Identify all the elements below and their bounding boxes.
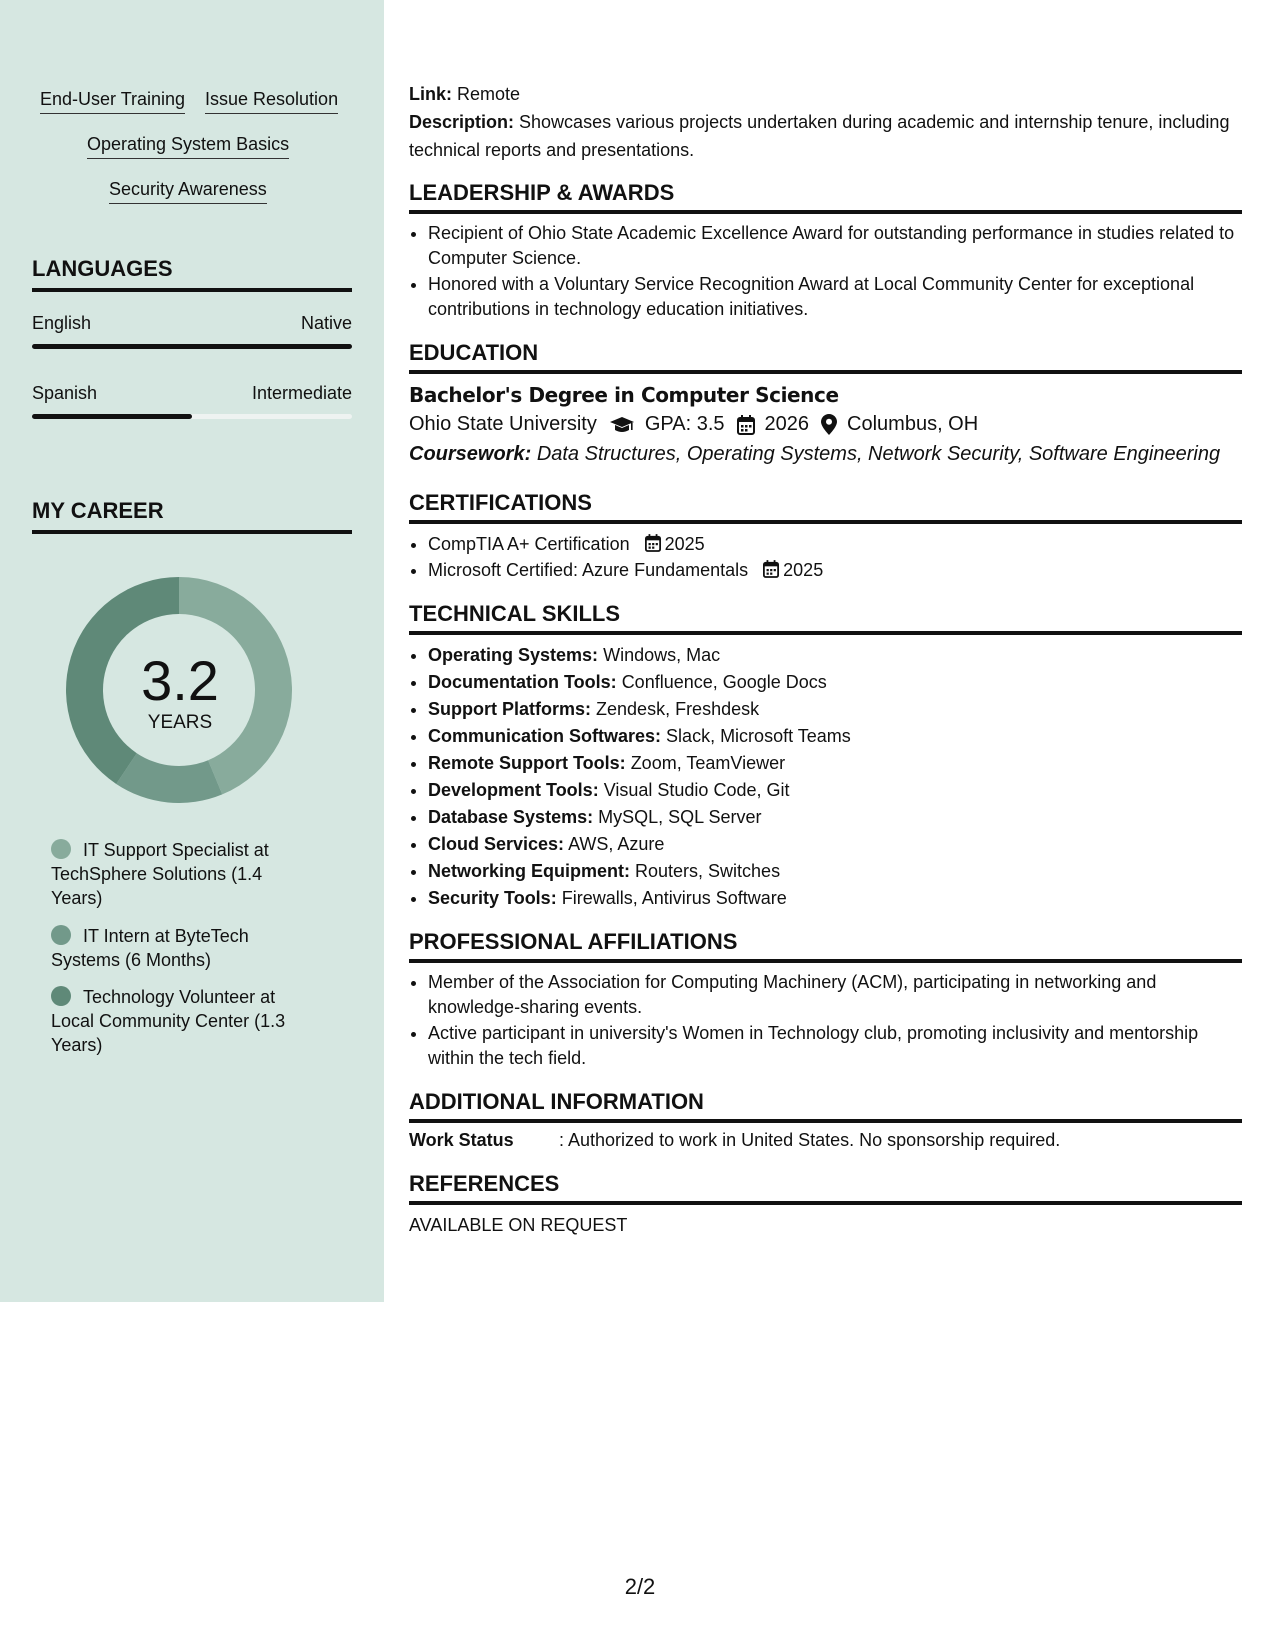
language-level: Intermediate	[251, 383, 352, 403]
language-row-spanish	[32, 383, 352, 404]
list-item	[428, 696, 1242, 722]
list-item: • Active participant in university's Women in Technology club, promoting inclusivity and mentorship within the tech field.	[428, 1021, 1242, 1071]
calendar-icon	[645, 534, 661, 552]
career-years-label: YEARS	[147, 712, 213, 733]
skill-label: Operating Systems:	[428, 645, 599, 665]
language-level: Native	[300, 313, 352, 333]
skill-tag: Security Awareness	[109, 179, 267, 204]
graduation-cap-icon	[609, 415, 635, 435]
list-item	[428, 858, 1242, 884]
project-description-label: Description:	[409, 112, 515, 132]
skill-value: AWS, Azure	[568, 834, 665, 854]
career-heading: MY CAREER	[32, 498, 352, 534]
work-status-value: : Authorized to work in United States. No sponsorship required.	[559, 1130, 1061, 1150]
language-row-english	[32, 313, 352, 334]
skill-value: MySQL, SQL Server	[598, 807, 762, 827]
certification-name: Microsoft Certified: Azure Fundamentals	[428, 560, 749, 580]
certification-name: CompTIA A+ Certification	[428, 534, 630, 554]
leadership-list	[409, 221, 1242, 323]
skill-label: Security Tools:	[428, 888, 557, 908]
career-legend-label: Technology Volunteer at Local Community Center (1.3 Years)	[51, 987, 286, 1055]
list-item	[428, 804, 1242, 830]
list-item	[428, 885, 1242, 911]
project-link	[409, 80, 1242, 108]
certification-year: 2025	[783, 560, 824, 580]
graduation-year: 2026	[764, 413, 810, 435]
skill-value: Slack, Microsoft Teams	[666, 726, 851, 746]
calendar-icon	[737, 415, 755, 435]
affiliations-heading: PROFESSIONAL AFFILIATIONS	[409, 929, 1242, 963]
skill-label: Networking Equipment:	[428, 861, 630, 881]
languages-heading: LANGUAGES	[32, 256, 352, 292]
language-bar-english	[32, 344, 352, 349]
coursework-value: Data Structures, Operating Systems, Network Security, Software Engineering	[536, 443, 1221, 465]
work-status	[409, 1126, 1242, 1154]
skill-label: Documentation Tools:	[428, 672, 617, 692]
coursework	[409, 443, 1220, 466]
language-bar-fill	[32, 344, 352, 349]
list-item	[428, 669, 1242, 695]
coursework-label: Coursework:	[409, 443, 532, 465]
work-status-label: Work Status	[409, 1130, 514, 1150]
skill-label: Database Systems:	[428, 807, 594, 827]
references-heading: REFERENCES	[409, 1171, 1242, 1205]
career-legend-item	[51, 985, 306, 1057]
location-pin-icon	[821, 414, 837, 435]
list-item: • Recipient of Ohio State Academic Excellence Award for outstanding performance in studies related to Computer Science.	[428, 221, 1242, 271]
donut-segment	[116, 753, 222, 803]
education-heading: EDUCATION	[409, 340, 1242, 374]
career-total-years: 3.2	[141, 649, 219, 712]
list-item	[428, 558, 1242, 583]
project-description	[409, 108, 1242, 164]
affiliations-list	[409, 970, 1242, 1072]
school-name: Ohio State University	[409, 413, 597, 435]
technical-skills-list	[409, 642, 1242, 912]
skill-label: Support Platforms:	[428, 699, 592, 719]
skill-tag: Issue Resolution	[205, 89, 338, 114]
list-item: • Member of the Association for Computing Machinery (ACM), participating in networking and knowledge-sharing events.	[428, 970, 1242, 1020]
project-link-value: Remote	[457, 84, 521, 104]
list-item	[428, 642, 1242, 668]
skill-label: Development Tools:	[428, 780, 599, 800]
legend-dot	[51, 839, 71, 859]
skill-value: Firewalls, Antivirus Software	[561, 888, 787, 908]
degree-title: Bachelor's Degree in Computer Science	[409, 383, 839, 407]
skill-value: Confluence, Google Docs	[621, 672, 827, 692]
calendar-icon	[763, 560, 779, 578]
language-name: English	[32, 313, 92, 333]
list-item	[428, 532, 1242, 557]
legend-dot	[51, 986, 71, 1006]
page-number: 2/2	[624, 1574, 656, 1599]
technical-skills-heading: TECHNICAL SKILLS	[409, 601, 1242, 635]
list-item: • Honored with a Voluntary Service Recognition Award at Local Community Center for exceptional contributions in technology education initiatives.	[428, 272, 1242, 322]
language-bar-fill	[32, 414, 192, 419]
certifications-heading: CERTIFICATIONS	[409, 490, 1242, 524]
skill-value: Zoom, TeamViewer	[630, 753, 786, 773]
list-item	[428, 831, 1242, 857]
language-name: Spanish	[32, 383, 98, 403]
leadership-heading: LEADERSHIP & AWARDS	[409, 180, 1242, 214]
legend-dot	[51, 925, 71, 945]
skill-label: Communication Softwares:	[428, 726, 662, 746]
skill-value: Windows, Mac	[603, 645, 721, 665]
gpa: GPA: 3.5	[644, 413, 725, 435]
career-legend-label: IT Support Specialist at TechSphere Solutions (1.4 Years)	[51, 840, 269, 908]
additional-info-heading: ADDITIONAL INFORMATION	[409, 1089, 1242, 1123]
references-value: AVAILABLE ON REQUEST	[409, 1215, 628, 1235]
skill-tag: Operating System Basics	[87, 134, 289, 159]
list-item	[428, 750, 1242, 776]
certification-year: 2025	[664, 534, 705, 554]
list-item	[428, 777, 1242, 803]
project-description-value: Showcases various projects undertaken during academic and internship tenure, including technical reports and presentations.	[409, 112, 1230, 160]
skill-label: Remote Support Tools:	[428, 753, 626, 773]
certifications-list	[409, 532, 1242, 584]
career-legend-item	[51, 838, 306, 910]
career-legend-item	[51, 924, 306, 972]
skill-label: Cloud Services:	[428, 834, 565, 854]
skill-value: Visual Studio Code, Git	[603, 780, 790, 800]
education-meta	[409, 413, 978, 436]
project-link-label: Link:	[409, 84, 452, 104]
skill-tag: End-User Training	[40, 89, 185, 114]
skill-value: Zendesk, Freshdesk	[596, 699, 760, 719]
career-legend-label: IT Intern at ByteTech Systems (6 Months)	[51, 926, 249, 970]
skill-value: Routers, Switches	[635, 861, 781, 881]
list-item	[428, 723, 1242, 749]
language-bar-spanish	[32, 414, 352, 419]
school-location: Columbus, OH	[847, 413, 979, 435]
